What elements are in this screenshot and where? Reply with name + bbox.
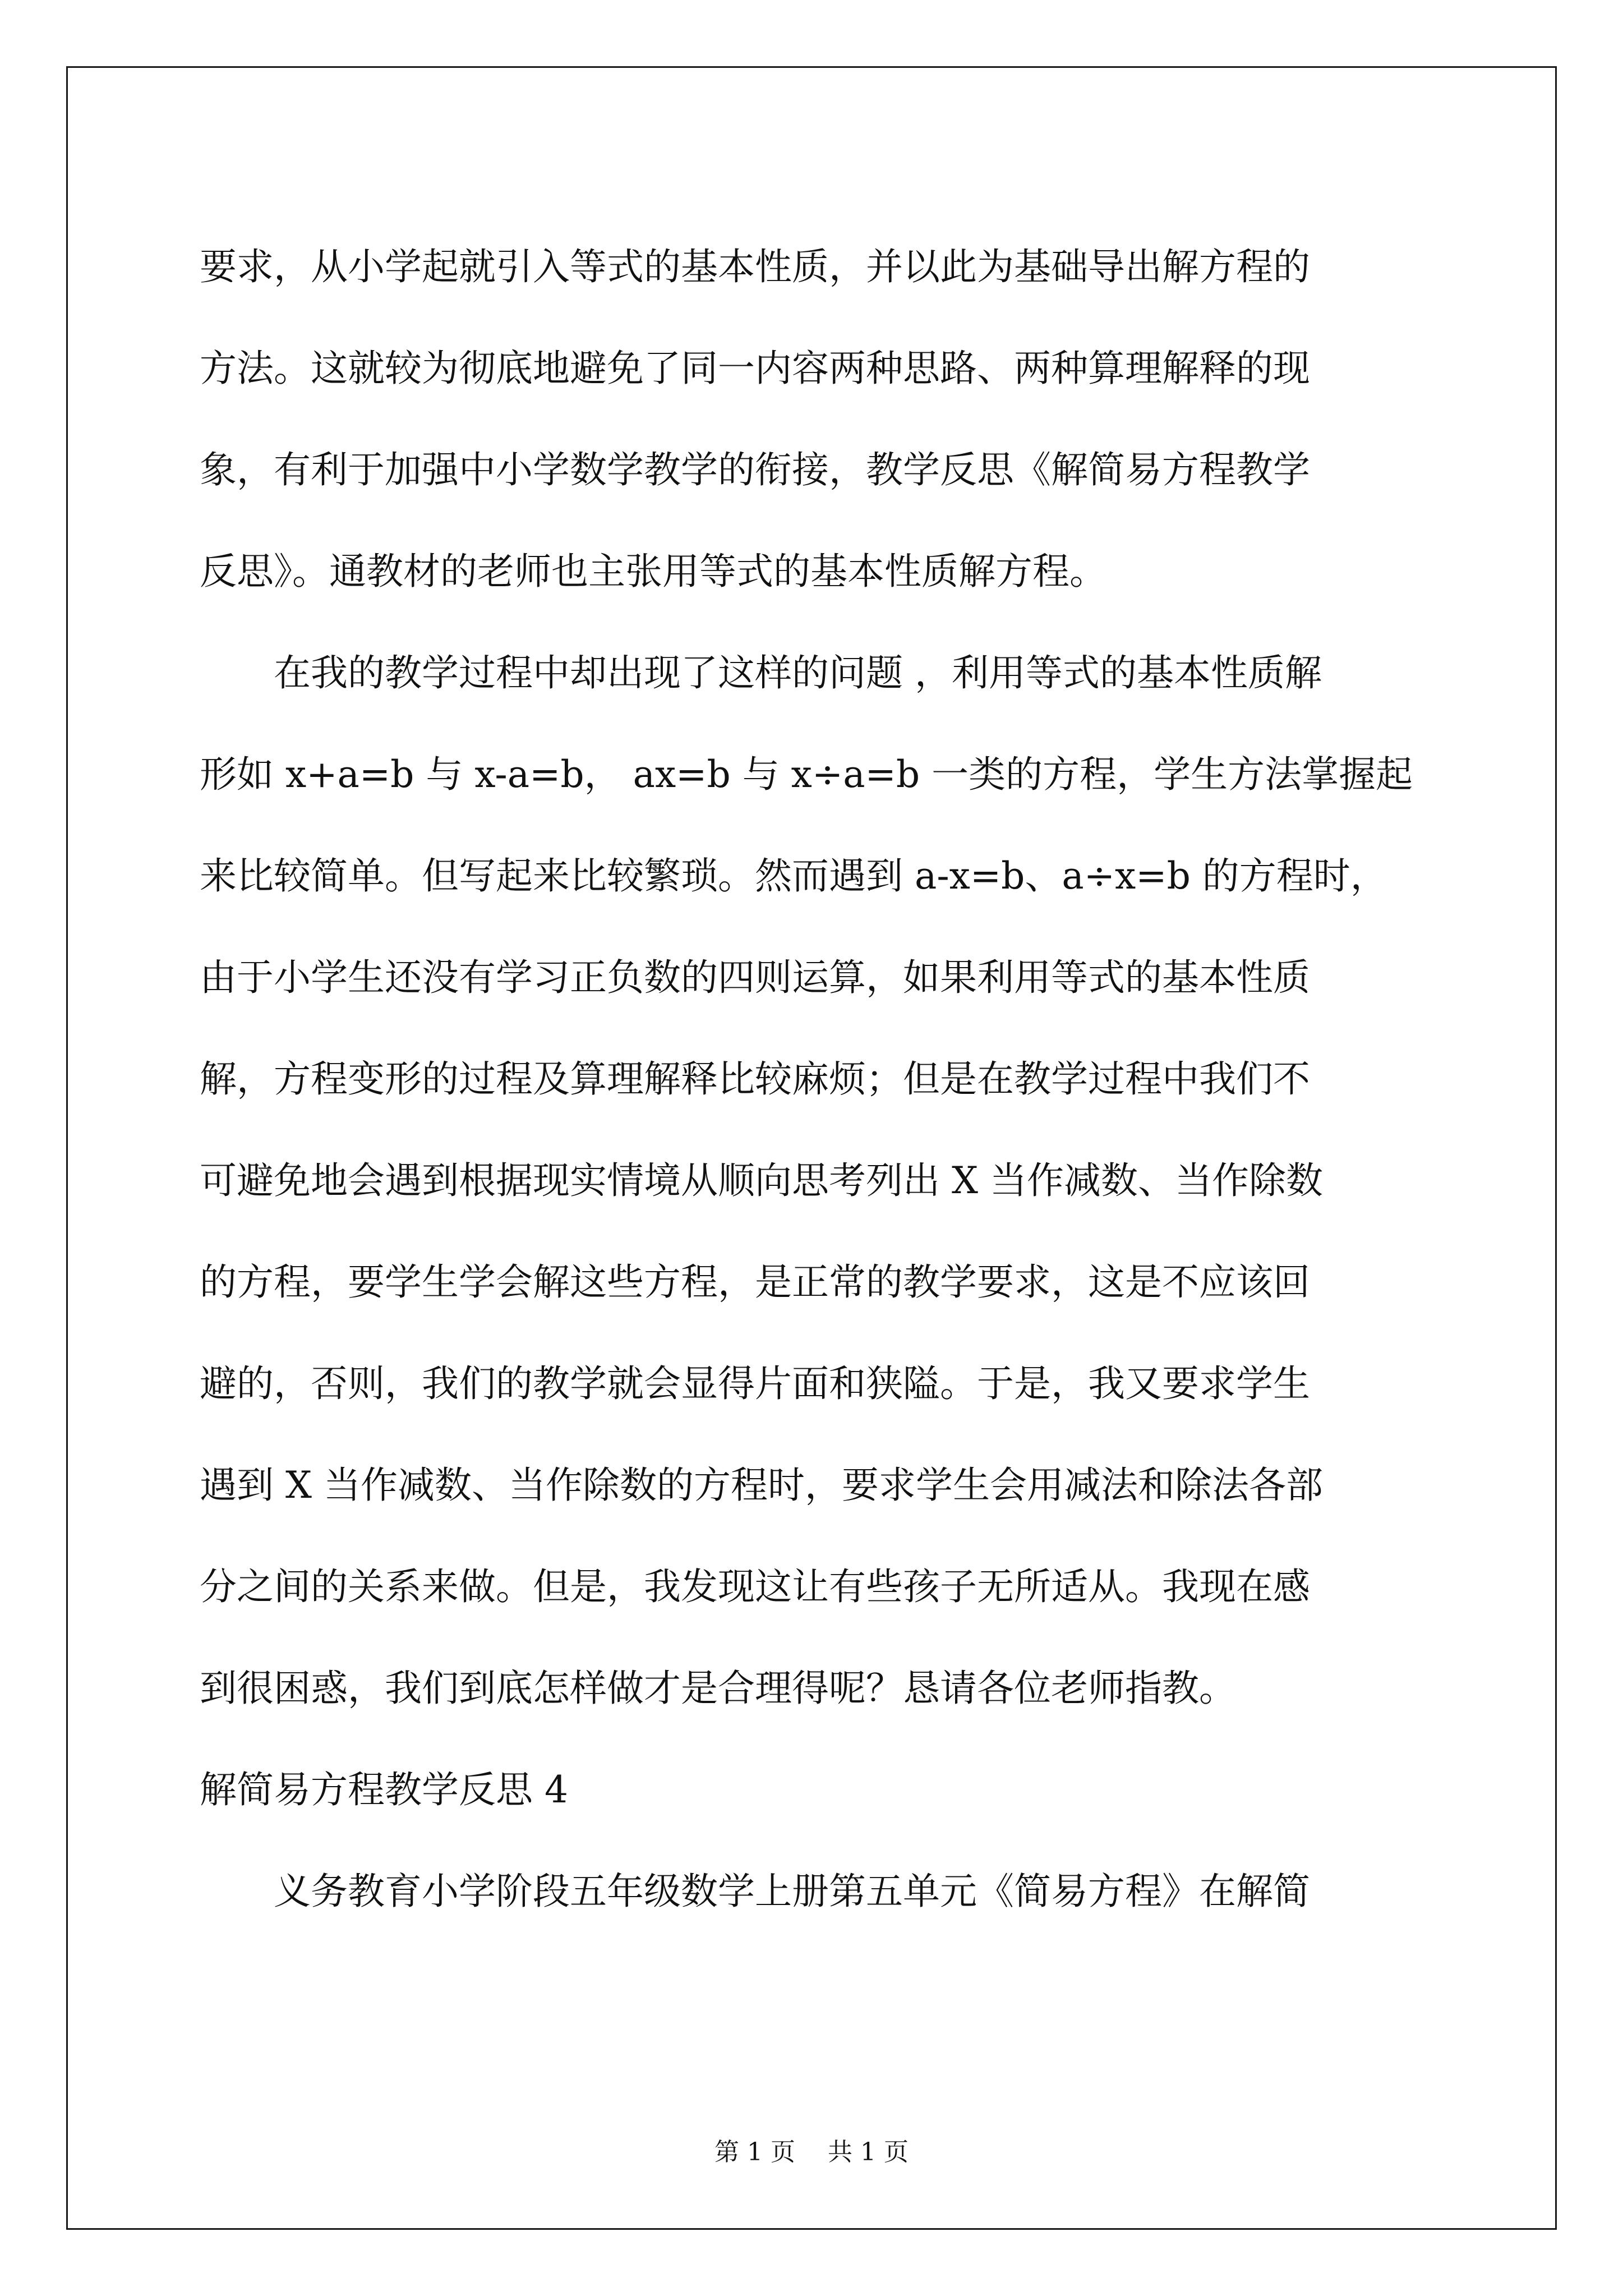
text-line: 避的，否则，我们的教学就会显得片面和狭隘。于是，我又要求学生	[200, 1362, 1310, 1405]
text-line: 要求，从小学起就引入等式的基本性质，并以此为基础导出解方程的	[200, 245, 1310, 288]
text-line: 遇到 X 当作减数、当作除数的方程时，要求学生会用减法和除法各部	[200, 1464, 1323, 1507]
page-footer	[0, 2132, 1623, 2168]
section-heading: 解简易方程教学反思 4	[200, 1768, 568, 1811]
text-line: 由于小学生还没有学习正负数的四则运算，如果利用等式的基本性质	[200, 956, 1310, 999]
text-line: 分之间的关系来做。但是，我发现这让有些孩子无所适从。我现在感	[200, 1565, 1310, 1608]
text-line: 可避免地会遇到根据现实情境从顺向思考列出 X 当作减数、当作除数	[200, 1159, 1323, 1202]
text-line: 反思》。通教材的老师也主张用等式的基本性质解方程。	[200, 550, 1106, 593]
page-total: 共 1 页	[828, 2138, 909, 2166]
document-body	[200, 216, 1450, 1942]
page-number: 第 1 页	[714, 2138, 795, 2166]
text-line: 象，有利于加强中小学数学教学的衔接，教学反思《解简易方程教学	[200, 448, 1310, 491]
text-line: 来比较简单。但写起来比较繁琐。然而遇到 a-x=b、a÷x=b 的方程时，	[200, 854, 1387, 898]
text-line: 到很困惑，我们到底怎样做才是合理得呢？恳请各位老师指教。	[200, 1667, 1236, 1710]
text-line: 义务教育小学阶段五年级数学上册第五单元《简易方程》在解简	[274, 1870, 1310, 1913]
text-line: 方法。这就较为彻底地避免了同一内容两种思路、两种算理解释的现	[200, 347, 1310, 390]
text-line: 形如 x+a=b 与 x-a=b， ax=b 与 x÷a=b 一类的方程，学生方法掌握起	[200, 753, 1413, 796]
text-line: 在我的教学过程中却出现了这样的问题 ，利用等式的基本性质解	[274, 651, 1322, 694]
text-line: 解，方程变形的过程及算理解释比较麻烦；但是在教学过程中我们不	[200, 1057, 1310, 1101]
text-line: 的方程，要学生学会解这些方程，是正常的教学要求，这是不应该回	[200, 1260, 1310, 1304]
